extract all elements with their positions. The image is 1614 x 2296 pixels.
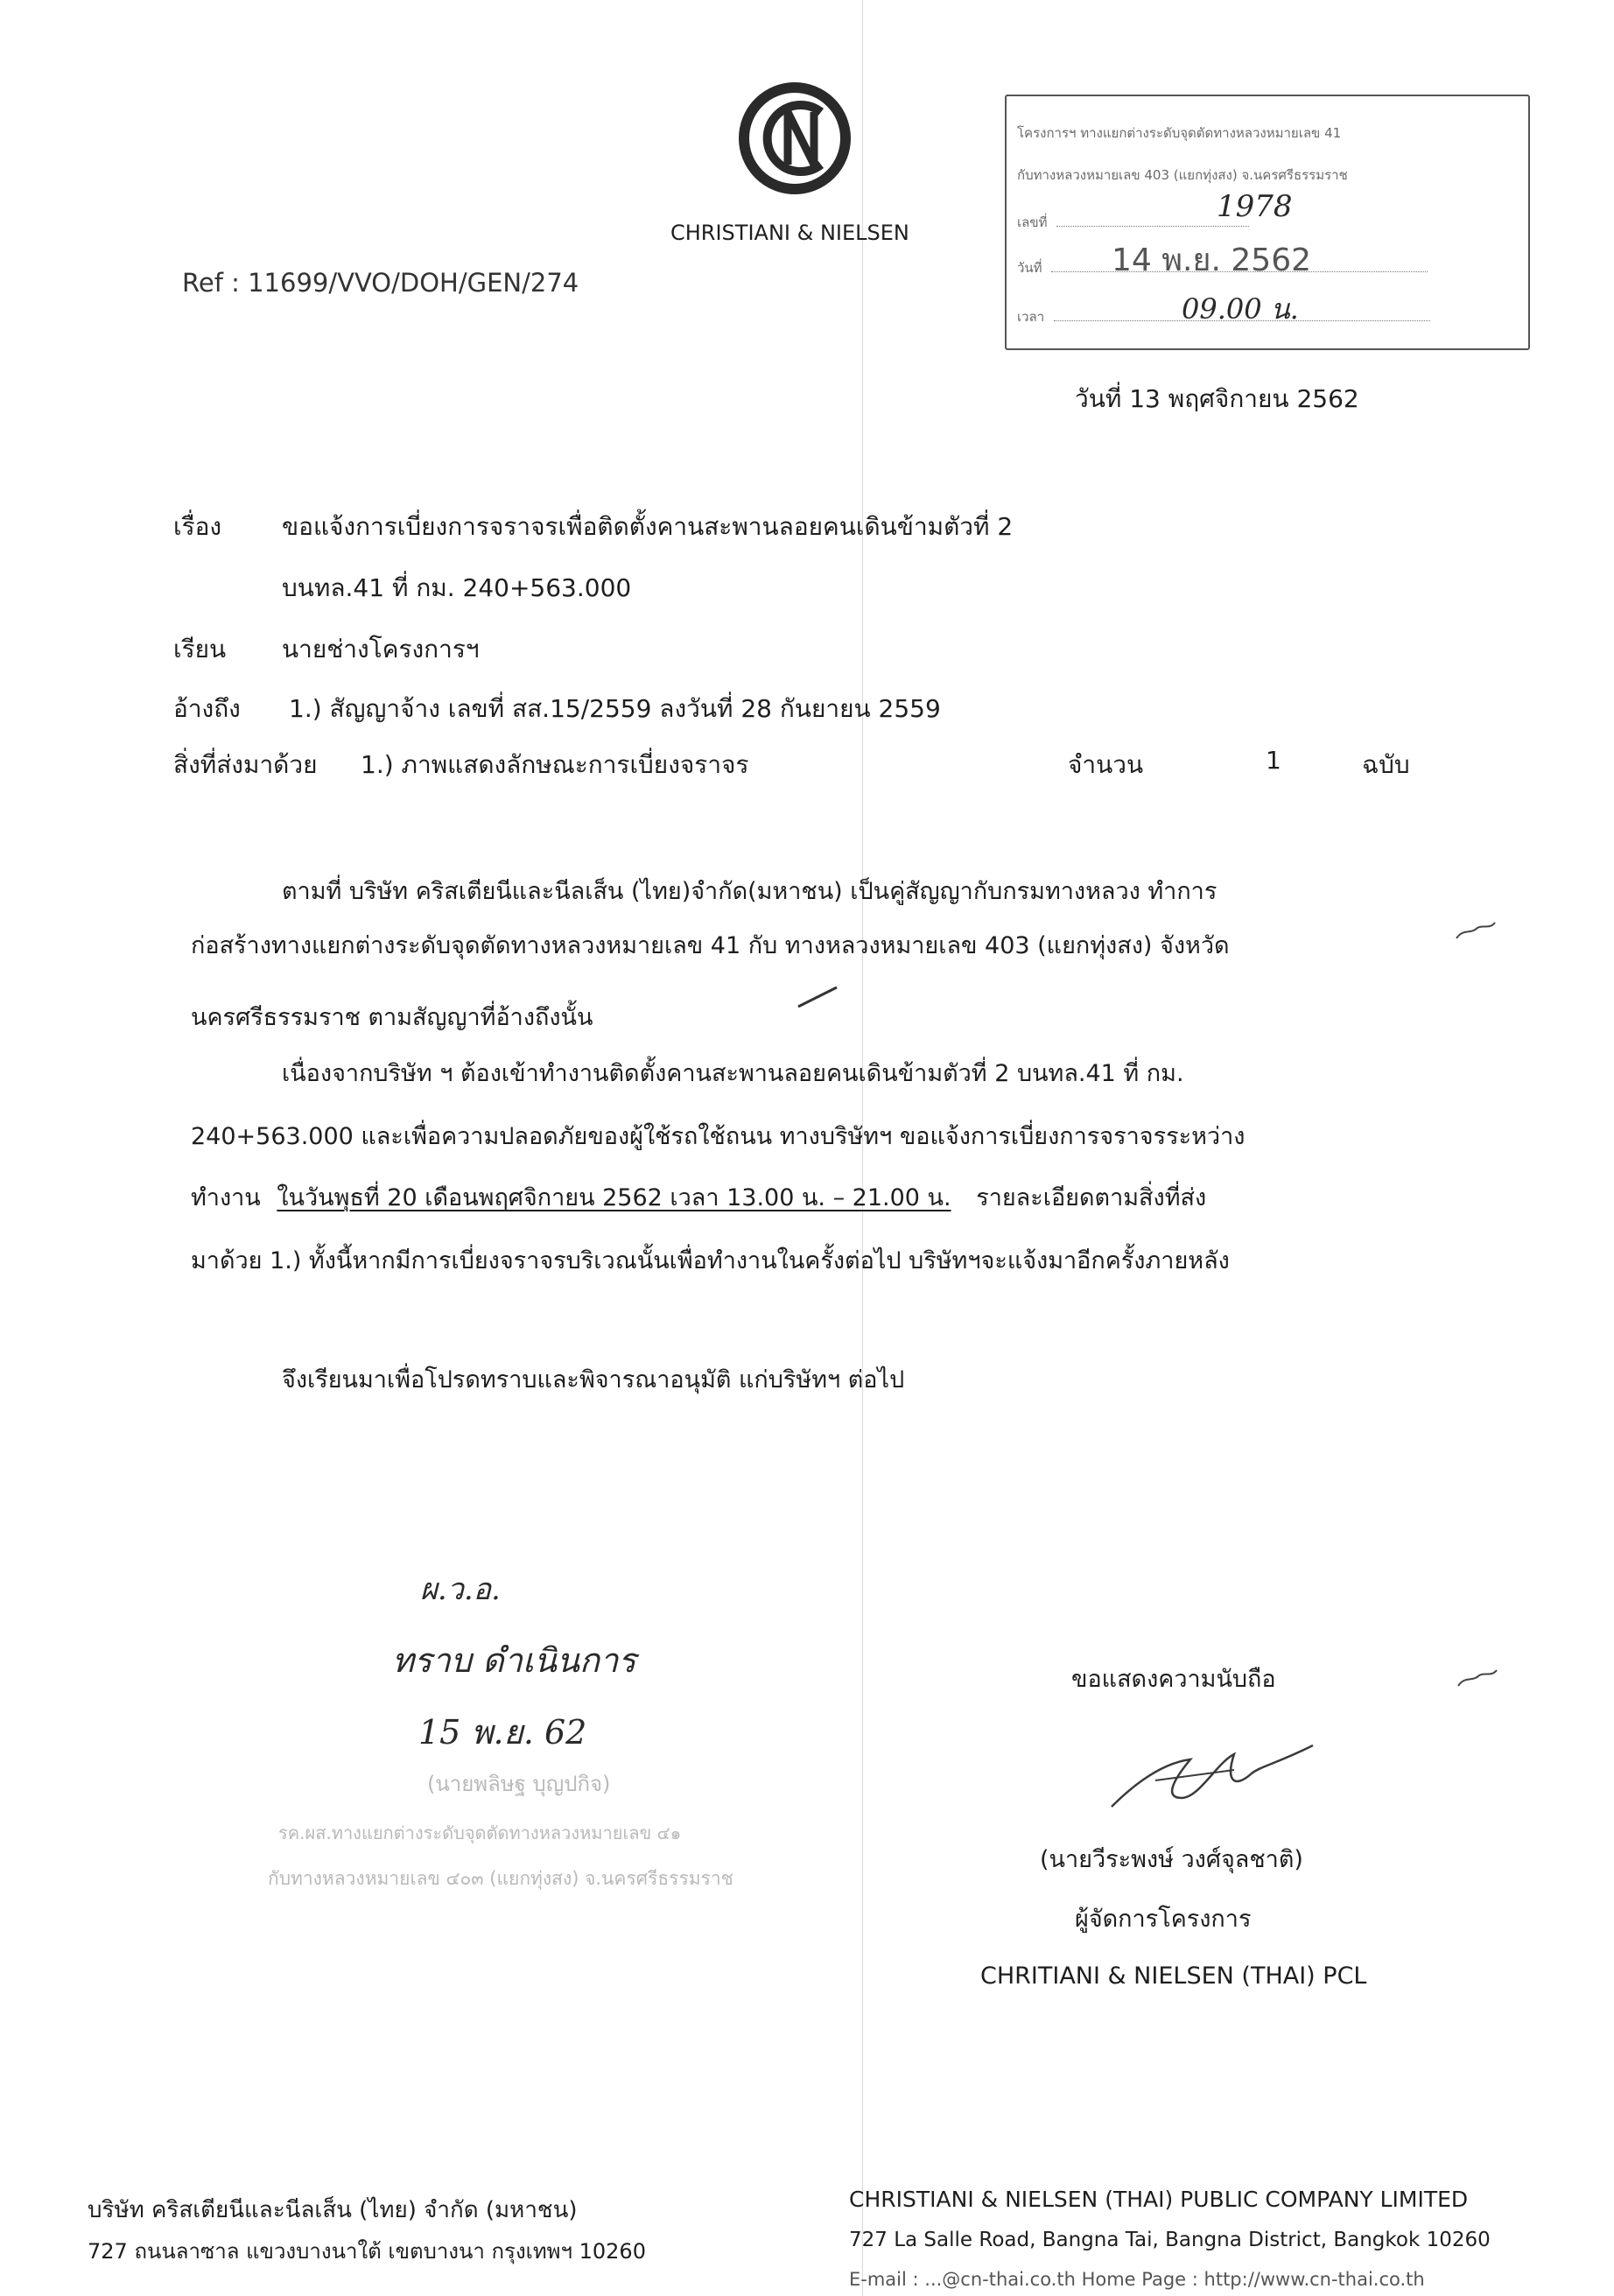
stamp-date: 14 พ.ย. 2562	[1112, 242, 1312, 278]
paragraph-2-line-1: เนื่องจากบริษัท ฯ ต้องเข้าทำงานติดตั้งคานสะพานลอยคนเดินข้ามตัวที่ 2 บนทล.41 ที่ กม.	[282, 1060, 1184, 1087]
annotation-line-5: รค.ผส.ทางแยกต่างระดับจุดตัดทางหลวงหมายเลข ๔๑	[278, 1822, 682, 1843]
signatory-title: ผู้จัดการโครงการ	[1075, 1906, 1252, 1933]
enclosure-unit: ฉบับ	[1362, 750, 1410, 779]
paragraph-2-line-3-start: ทำงาน	[191, 1184, 261, 1211]
stamp-line-1: โครงการฯ ทางแยกต่างระดับจุดตัดทางหลวงหมายเลข 41	[1017, 125, 1342, 141]
paragraph-2-line-3-end: รายละเอียดตามสิ่งที่ส่ง	[976, 1184, 1207, 1211]
recipient: นายช่างโครงการฯ	[282, 635, 480, 664]
reference-contract: 1.) สัญญาจ้าง เลขที่ สส.15/2559 ลงวันที่ 28 กันยายน 2559	[289, 694, 941, 723]
stamp-date-label: วันที่	[1017, 260, 1042, 276]
logo-brand-text: CHRISTIANI & NIELSEN	[670, 221, 909, 245]
footer-thai-address: 727 ถนนลาซาล แขวงบางนาใต้ เขตบางนา กรุงเทพฯ 10260	[88, 2239, 646, 2264]
subject-line-1: ขอแจ้งการเบี่ยงการจราจรเพื่อติดตั้งคานสะพานลอยคนเดินข้ามตัวที่ 2	[282, 512, 1014, 541]
reference-number: Ref : 11699/VVO/DOH/GEN/274	[182, 268, 579, 298]
annotation-line-6: กับทางหลวงหมายเลข ๔๐๓ (แยกทุ่งสง) จ.นครศรีธรรมราช	[268, 1868, 733, 1889]
footer-contact: E-mail : ...@cn-thai.co.th Home Page : http://www.cn-thai.co.th	[849, 2269, 1425, 2290]
stamp-number-handwritten: 1978	[1217, 189, 1293, 224]
signature	[1103, 1728, 1322, 1824]
letter-date: วันที่ 13 พฤศจิกายน 2562	[1075, 384, 1359, 413]
annotation-line-2: ทราบ ดำเนินการ	[392, 1641, 636, 1680]
enclosure-label: สิ่งที่ส่งมาด้วย	[173, 750, 318, 779]
footer-english-company: CHRISTIANI & NIELSEN (THAI) PUBLIC COMPANY LIMITED	[849, 2187, 1469, 2212]
footer-thai-company: บริษัท คริสเตียนีและนีลเส็น (ไทย) จำกัด (มหาชน)	[88, 2197, 578, 2223]
reference-label: อ้างถึง	[173, 694, 241, 723]
enclosure-quantity-label: จำนวน	[1068, 750, 1144, 779]
pen-mark	[1455, 919, 1497, 945]
annotation-line-1: ผ.ว.อ.	[420, 1572, 501, 1607]
enclosure-quantity: 1	[1266, 746, 1281, 775]
paragraph-1-line-3: นครศรีธรรมราช ตามสัญญาที่อ้างถึงนั้น	[191, 1004, 593, 1031]
recipient-label: เรียน	[173, 635, 227, 664]
subject-label: เรื่อง	[173, 512, 222, 541]
stamp-time-label: เวลา	[1017, 309, 1045, 325]
stamp-number-label: เลขที่	[1017, 214, 1048, 230]
closing-regards: ขอแสดงความนับถือ	[1071, 1666, 1276, 1693]
stamp-time-handwritten: 09.00 น.	[1182, 292, 1299, 326]
enclosure-item: 1.) ภาพแสดงลักษณะการเบี่ยงจราจร	[361, 750, 749, 779]
work-schedule-highlight: ในวันพุธที่ 20 เดือนพฤศจิกายน 2562 เวลา 13.00 น. – 21.00 น.	[277, 1184, 951, 1211]
stamp-line-2: กับทางหลวงหมายเลข 403 (แยกทุ่งสง) จ.นครศรีธรรมราช	[1017, 167, 1348, 183]
signatory-name: (นายวีระพงษ์ วงศ์จุลชาติ)	[1040, 1846, 1303, 1873]
paragraph-1-line-1: ตามที่ บริษัท คริสเตียนีและนีลเส็น (ไทย)จำกัด(มหาชน) เป็นคู่สัญญากับกรมทางหลวง ทำการ	[282, 878, 1218, 905]
annotation-line-3: 15 พ.ย. 62	[418, 1713, 587, 1752]
company-logo	[733, 77, 856, 200]
footer-english-address: 727 La Salle Road, Bangna Tai, Bangna District, Bangkok 10260	[849, 2229, 1491, 2251]
pen-mark	[1456, 1667, 1498, 1693]
pen-mark	[796, 984, 840, 1010]
paragraph-1-line-2: ก่อสร้างทางแยกต่างระดับจุดตัดทางหลวงหมายเลข 41 กับ ทางหลวงหมายเลข 403 (แยกทุ่งสง) จังหวัด	[191, 932, 1230, 959]
annotation-line-4: (นายพลิษฐ บุญปกิจ)	[427, 1772, 611, 1796]
subject-line-2: บนทล.41 ที่ กม. 240+563.000	[282, 573, 632, 602]
paragraph-2-line-2: 240+563.000 และเพื่อความปลอดภัยของผู้ใช้รถใช้ถนน ทางบริษัทฯ ขอแจ้งการเบี่ยงการจราจรระหว่าง	[191, 1123, 1246, 1150]
paragraph-3: จึงเรียนมาเพื่อโปรดทราบและพิจารณาอนุมัติ แก่บริษัทฯ ต่อไป	[282, 1366, 905, 1394]
received-stamp	[1005, 95, 1530, 350]
signatory-company: CHRITIANI & NIELSEN (THAI) PCL	[980, 1962, 1367, 1990]
paragraph-2-line-4: มาด้วย 1.) ทั้งนี้หากมีการเบี่ยงจราจรบริเวณนั้นเพื่อทำงานในครั้งต่อไป บริษัทฯจะแจ้งมาอีกครั้งภายหลัง	[191, 1247, 1230, 1274]
